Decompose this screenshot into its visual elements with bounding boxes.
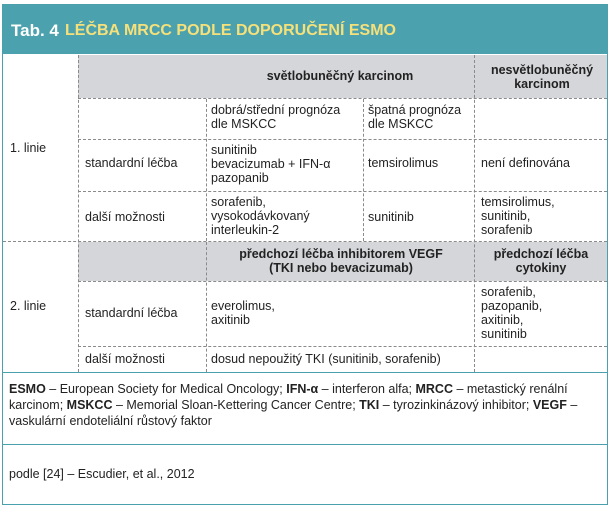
l2-standard-cytokine: sorafenib, pazopanib, axitinib, sunitinib [481,285,543,341]
col-divider [363,99,364,241]
abbreviations-footnote: ESMO – European Society for Medical Oncology; IFN-α – interferon alfa; MRCC – metastický renální karcinom; MSKCC – Memorial Sloan-Kettering Cancer Centre; TKI – tyrozinkinázový inhibitor; VEGF – vaskulární endoteliální růstový faktor [9,382,578,428]
source-citation: podle [24] – Escudier, et al., 2012 [9,467,195,481]
row-label-other: další možnosti [85,210,165,224]
table-number: Tab. 4 [11,21,59,40]
header-clear-cell: světlobuněčný karcinom [266,69,414,83]
table-title: LÉČBA MRCC PODLE DOPORUČENÍ ESMO [65,22,396,39]
line1-label: 1. linie [10,141,47,155]
rule [3,444,607,445]
subheader-good-prognosis: dobrá/střední prognóza dle MSKCC [211,103,341,131]
l1-standard-good: sunitinib bevacizumab + IFN-α pazopanib [211,143,331,185]
l1-other-nonclear: temsirolimus, sunitinib, sorafenib [481,195,555,237]
col-divider [206,99,207,241]
header-prior-vegf: předchozí léčba inhibitorem VEGF (TKI nebo bevacizumab) [239,247,443,275]
table-title-bar [3,5,607,54]
l1-standard-poor: temsirolimus [368,156,439,170]
row-label-standard: standardní léčba [85,306,178,320]
l1-standard-nonclear: není definována [481,156,570,170]
l1-other-good: sorafenib, vysokodávkovaný interleukin-2 [211,195,310,237]
rule [3,372,607,373]
row-label-standard: standardní léčba [85,156,178,170]
rule [78,139,607,140]
table-frame [2,4,608,505]
line2-label: 2. linie [10,299,47,313]
subheader-poor-prognosis: špatná prognóza dle MSKCC [368,103,462,131]
l2-other-vegf: dosud nepoužitý TKI (sunitinib, sorafenib) [211,352,441,366]
rule [78,191,607,192]
rule [3,241,607,242]
header-nonclear: nesvětlobuněčný karcinom [490,63,594,91]
header-prior-cytokine: předchozí léčba cytokiny [493,247,589,275]
rule [78,346,607,347]
col-divider [474,55,475,372]
col-divider [206,242,207,372]
col-divider [78,55,79,372]
l2-standard-vegf: everolimus, axitinib [211,299,275,327]
rule [78,281,607,282]
row-label-other: další možnosti [85,352,165,366]
rule [78,98,607,99]
l1-other-poor: sunitinib [368,210,414,224]
